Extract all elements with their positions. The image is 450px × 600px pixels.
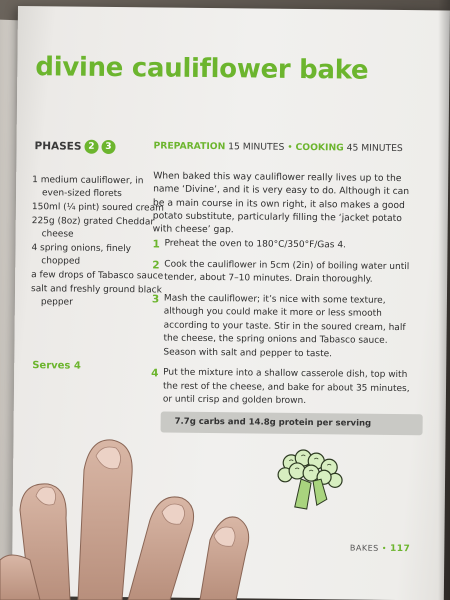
footer-section: BAKES (349, 543, 379, 553)
phase-badge-3: 3 (101, 140, 115, 154)
recipe-title: divine cauliflower bake (35, 52, 369, 86)
page-number: 117 (389, 543, 411, 555)
ingredient-item: 225g (8oz) grated Cheddar cheese (31, 216, 155, 240)
timing-line (153, 140, 402, 154)
ingredient-item: salt and freshly ground black pepper (30, 284, 162, 309)
cook-value: 45 MINUTES (346, 142, 403, 155)
method-step (152, 258, 414, 288)
nutrition-banner: 7.7g carbs and 14.8g protein per serving (161, 412, 423, 436)
ingredient-list (31, 174, 164, 312)
step-text: Cook the cauliflower in 5cm (2in) of boiling water until tender, about 7–10 minutes. Drain thoroughly. (164, 259, 410, 285)
serves-label: Serves 4 (32, 360, 81, 372)
cook-label: COOKING (295, 141, 344, 154)
method-step (152, 237, 414, 253)
step-text: Put the mixture into a shallow casserole dish, top with the rest of the cheese, and bake for about 35 minutes, or until crisp and golden brown. (162, 367, 410, 407)
intro-paragraph: When baked this way cauliflower really lives up to the name ‘Divine’, and it is very easy to do. Although it can be a main course in its own right, it also makes a good potato substitute, particularly filling the ‘jacket potato with cheese’ gap. (152, 170, 410, 236)
step-text: Preheat the oven to 180°C/350°F/Gas 4. (164, 238, 347, 251)
method-step (151, 366, 413, 409)
footer-dot: • (381, 543, 388, 553)
step-number: 1 (152, 238, 160, 251)
method-steps (151, 237, 415, 416)
phase-badge-2: 2 (84, 140, 98, 154)
prep-label: PREPARATION (153, 140, 226, 153)
method-step (151, 292, 414, 362)
ingredient-item: a few drops of Tabasco sauce (31, 270, 164, 282)
phases-label: PHASES (34, 140, 82, 153)
page-footer (350, 544, 411, 555)
ingredient-item: 150ml (¼ pint) soured cream (31, 202, 164, 214)
step-number: 4 (151, 367, 159, 380)
book-page (12, 6, 450, 600)
cauliflower-illustration-icon (273, 449, 354, 516)
prep-value: 15 MINUTES (228, 141, 285, 153)
step-number: 2 (152, 258, 160, 271)
ingredient-item: 4 spring onions, finely chopped (31, 243, 132, 267)
phases-heading (34, 139, 115, 154)
step-text: Mash the cauliflower; it’s nice with some texture, although you could make it more or less smooth according to your taste. Stir in the soured cream, half the cheese, the spring onions and Tabasco sauce. Season with salt and pepper to taste. (163, 293, 406, 359)
page-edge-shadow (438, 0, 450, 600)
ingredient-item: 1 medium cauliflower, in even-sized florets (32, 175, 144, 200)
step-number: 3 (151, 292, 160, 305)
timing-separator: • (287, 141, 293, 153)
